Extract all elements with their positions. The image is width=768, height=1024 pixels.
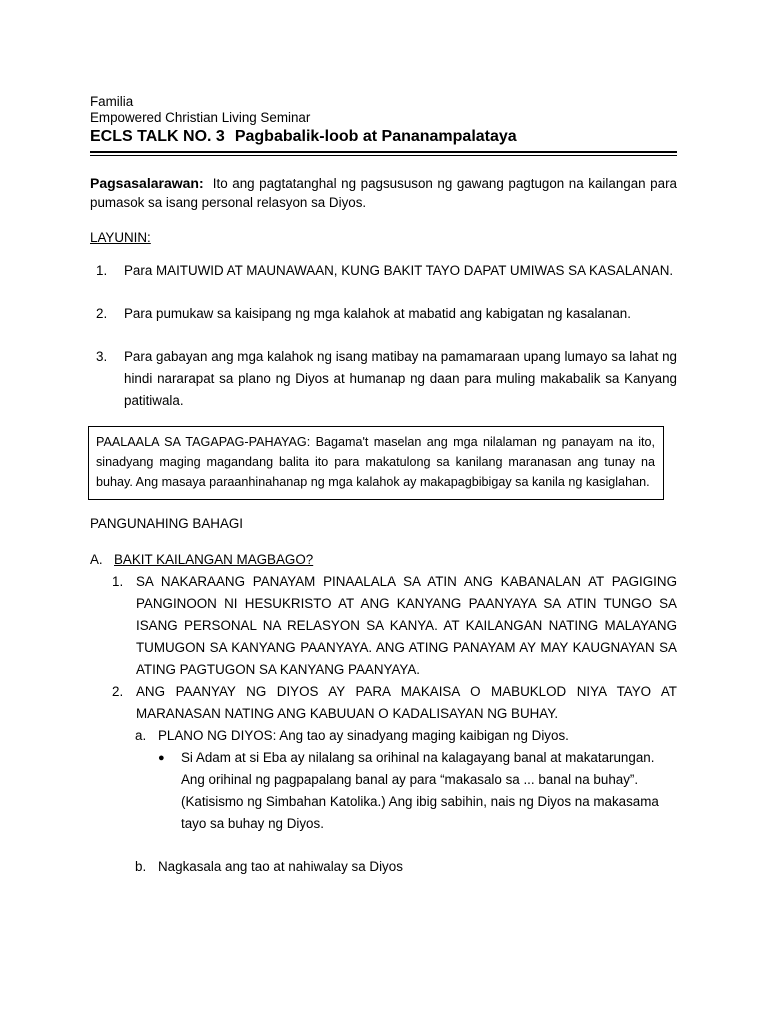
bullet-text: Si Adam at si Eba ay nilalang sa orihinal na kalagayang banal at makatarungan. Ang orihinal ng pagpapalang banal ay para “makasalo sa ... banal na buhay”. (Katisismo ng Simbahan Katolika.) Ang ibig sabihin, nais ng Diyos na makasama tayo sa buhay ng Diyos. [181,749,659,831]
sub-item [90,856,677,878]
section-a-title: BAKIT KAILANGAN MAGBAGO? [114,551,314,567]
objectives-heading: LAYUNIN: [90,230,151,246]
list-item-number: 1. [96,263,108,279]
description-text: Ito ang pagtatanghal ng pagsususon ng gawang pagtugon na kailangan para pumasok sa isang personal relasyon sa Diyos. [90,176,677,211]
list-item [90,681,677,725]
list-item-text: ANG PAANYAY NG DIYOS AY PARA MAKAISA O MABUKLOD NIYA TAYO AT MARANASAN NATING ANG KABUUAN O KADALISAYAN NG BUHAY. [136,683,677,721]
talk-number: ECLS TALK NO. 3 [90,128,225,146]
list-item [90,303,677,325]
speaker-note-text: PAALAALA SA TAGAPAG-PAHAYAG: Bagama't maselan ang mga nilalaman ng panayam na ito, sinadyang maging magandang balita ito para makatulong sa kanilang maranasan ang tunay na buhay. Ang masaya paraanhinahanap ng mga kalahok ay makapagbibigay sa kanila ng kasiglahan. [96,435,655,490]
sub-item-label: a. [135,727,147,743]
description-paragraph [90,174,677,212]
org-name: Familia [90,94,134,109]
list-item [90,571,677,681]
section-a-heading [90,549,677,571]
description-label: Pagsasalarawan: [90,175,204,192]
section-a-label: A. [90,551,103,567]
list-item-text: SA NAKARAANG PANAYAM PINAALALA SA ATIN ANG KABANALAN AT PAGIGING PANGINOON NI HESUKRISTO AT ANG KANYANG PAANYAYA SA ATIN TUNGO SA ISANG PERSONAL NA RELASYON SA KANYA. AT KAILANGAN NATING MALAYANG TUMUGON SA KANYANG PAANYAYA. ANG ATING PANAYAM AY MAY KAUGNAYAN SA ATING PAGTUGON SA KANYANG PAANYAYA. [136,573,677,677]
speaker-note-box [88,426,664,500]
list-item-text: Para pumukaw sa kaisipang ng mga kalahok at mabatid ang kabigatan ng kasalanan. [124,306,631,322]
page-title [90,127,677,146]
sub-item-label: b. [135,858,147,874]
title-double-rule [90,151,677,156]
list-item-number: 3. [96,349,108,365]
talk-title: Pagbabalik-loob at Pananampalataya [234,128,517,146]
main-section-heading: PANGUNAHING BAHAGI [90,516,244,532]
objectives-list [90,260,677,412]
list-item-text: Para gabayan ang mga kalahok ng isang matibay na pamamaraan upang lumayo sa lahat ng hindi nararapat sa plano ng Diyos at humanap ng daan para muling makabalik sa Kanyang patitiwala. [124,349,677,409]
sub-item [90,725,677,747]
bullet-icon: ● [158,751,165,764]
list-item [90,260,677,282]
list-item-number: 2. [96,306,108,322]
list-item-text: Para MAITUWID AT MAUNAWAAN, KUNG BAKIT TAYO DAPAT UMIWAS SA KASALANAN. [124,263,674,279]
bullet-item [90,747,677,835]
sub-item-text: Nagkasala ang tao at nahiwalay sa Diyos [158,858,403,874]
document-page [90,94,677,878]
seminar-name: Empowered Christian Living Seminar [90,110,311,126]
list-item [90,346,677,412]
section-a [90,549,677,878]
list-item-number: 2. [112,683,124,699]
sub-item-text: PLANO NG DIYOS: Ang tao ay sinadyang maging kaibigan ng Diyos. [158,727,569,743]
list-item-number: 1. [112,573,124,589]
